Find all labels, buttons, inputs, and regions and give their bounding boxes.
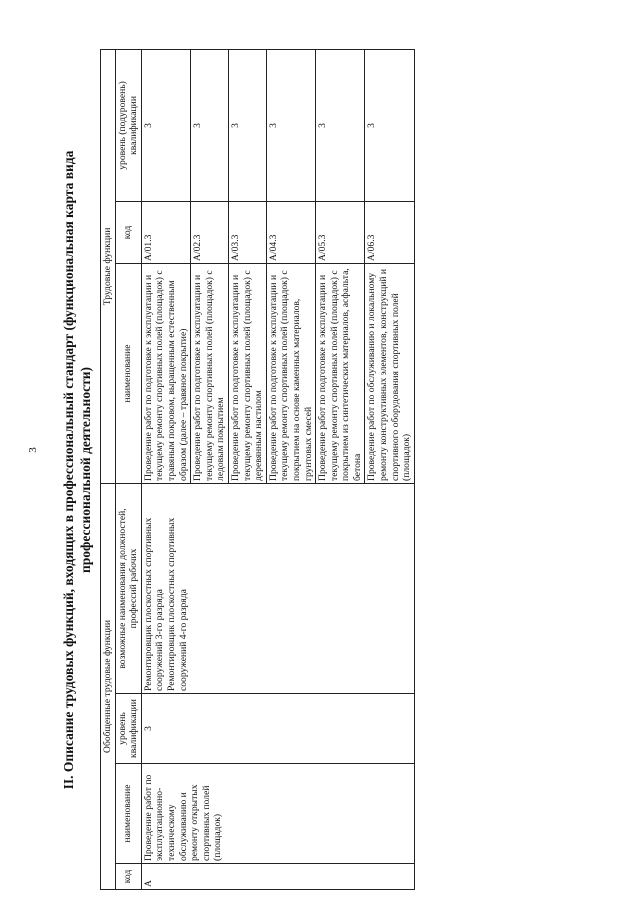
function-code: A/04.3 bbox=[266, 201, 315, 263]
generalized-code: А bbox=[141, 864, 414, 890]
function-level: 3 bbox=[228, 49, 266, 201]
rotated-page-content bbox=[60, 50, 580, 890]
header-labor-name: наименование bbox=[115, 263, 141, 483]
function-level: 3 bbox=[191, 49, 229, 201]
function-code: A/05.3 bbox=[316, 201, 365, 263]
heading-line-1: II. Описание трудовых функций, входящих в профессиональный стандарт (функциональная карта вида bbox=[61, 150, 76, 790]
function-level: 3 bbox=[365, 49, 414, 201]
table-header-row-1 bbox=[101, 49, 116, 889]
function-level: 3 bbox=[316, 49, 365, 201]
function-code: A/03.3 bbox=[228, 201, 266, 263]
function-name: Проведение работ по обслуживанию и локальному ремонту конструктивных элементов, конструкций и спортивного оборудования спортивных полей (площадок) bbox=[365, 263, 414, 483]
header-level: уровень квалификации bbox=[115, 694, 141, 764]
function-code: A/02.3 bbox=[191, 201, 229, 263]
header-labor-functions: Трудовые функции bbox=[101, 49, 116, 483]
heading-line-2: профессиональной деятельности) bbox=[78, 367, 93, 573]
position-item: Ремонтировщик плоскостных спортивных сооружений 4-го разряда bbox=[165, 517, 189, 691]
generalized-name: Проведение работ по эксплуатационно-техническому обслуживанию и ремонту открытых спортивных полей (площадок) bbox=[141, 764, 414, 864]
function-name: Проведение работ по подготовке к эксплуатации и текущему ремонту спортивных полей (площадок) с покрытием из синтетических материалов, асфальта, бетона bbox=[316, 263, 365, 483]
page-number: 3 bbox=[26, 447, 39, 453]
function-code: A/06.3 bbox=[365, 201, 414, 263]
section-heading bbox=[60, 50, 94, 890]
function-name: Проведение работ по подготовке к эксплуатации и текущему ремонту спортивных полей (площадок) с покрытием на основе каменных материалов, грунтовых смесей bbox=[266, 263, 315, 483]
function-name: Проведение работ по подготовке к эксплуатации и текущему ремонту спортивных полей (площадок) с деревянным настилом bbox=[228, 263, 266, 483]
generalized-positions bbox=[141, 483, 414, 693]
table-header-row-2 bbox=[115, 49, 141, 889]
function-level: 3 bbox=[141, 49, 190, 201]
header-code: код bbox=[115, 864, 141, 890]
function-name: Проведение работ по подготовке к эксплуатации и текущему ремонту спортивных полей (площадок) с ледовым покрытием bbox=[191, 263, 229, 483]
generalized-level: 3 bbox=[141, 694, 414, 764]
function-code: A/01.3 bbox=[141, 201, 190, 263]
header-labor-code: код bbox=[115, 201, 141, 263]
position-item: Ремонтировщик плоскостных спортивных сооружений 3-го разряда bbox=[142, 517, 166, 691]
header-name: наименование bbox=[115, 764, 141, 864]
header-sublevel: уровень (подуровень) квалификации bbox=[115, 49, 141, 201]
function-name: Проведение работ по подготовке к эксплуатации и текущему ремонту спортивных полей (площадок) с травяным покровом, выращенным естественным образом (далее – травяное покрытие) bbox=[141, 263, 190, 483]
function-level: 3 bbox=[266, 49, 315, 201]
header-positions: возможные наименования должностей, профессий рабочих bbox=[115, 483, 141, 693]
table-row bbox=[141, 49, 190, 889]
functional-map-table bbox=[100, 49, 415, 890]
header-generalized-functions: Обобщенные трудовые функции bbox=[101, 483, 116, 889]
